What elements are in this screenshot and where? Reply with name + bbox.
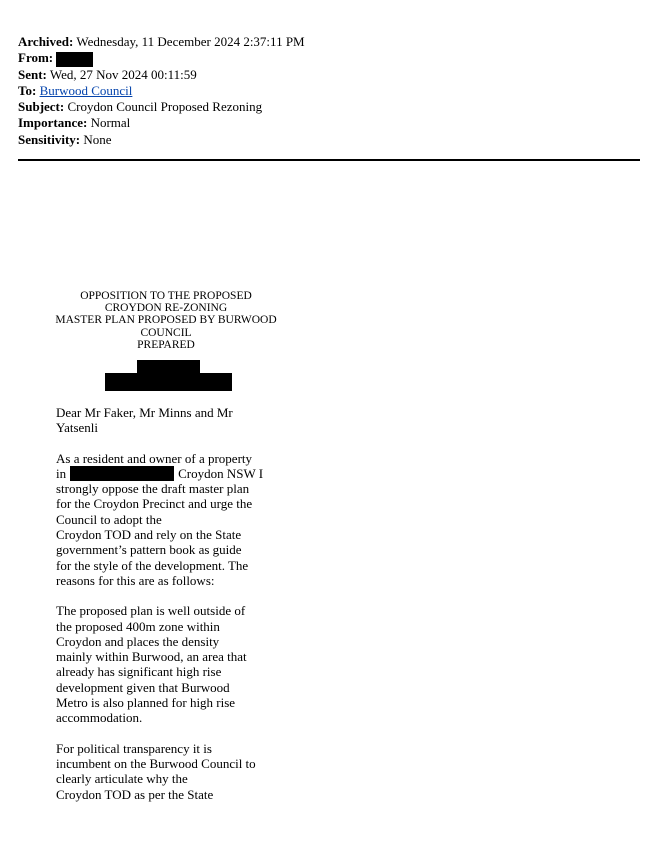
to-row [18,83,305,99]
paragraph-line [56,466,296,481]
subject-value: Croydon Council Proposed Rezoning [67,99,263,115]
paragraph-line: Metro is also planned for high rise [56,695,236,711]
paragraph-line: strongly oppose the draft master plan [56,481,250,497]
paragraph-line: clearly articulate why the [56,771,188,787]
salutation-line: Dear Mr Faker, Mr Minns and Mr [56,405,233,420]
sent-value: Wed, 27 Nov 2024 00:11:59 [49,66,197,82]
paragraph-line: incumbent on the Burwood Council to [56,755,256,771]
importance-row [18,115,305,131]
paragraph-line: Croydon TOD as per the State [56,786,214,802]
paragraph-line: for the style of the development. The [56,557,249,573]
paragraph-1 [56,451,296,589]
paragraph-line: Croydon and places the density [56,633,220,649]
archived-value: Wednesday, 11 December 2024 2:37:11 PM [76,34,305,49]
from-redaction [56,52,93,67]
importance-label: Importance: [18,115,88,131]
paragraph-line: reasons for this are as follows: [56,572,215,588]
in-text: in [56,465,67,481]
paragraph-line: development given that Burwood [56,679,230,695]
paragraph-line: As a resident and owner of a property [56,450,253,466]
sent-row [18,67,305,83]
paragraph-line: mainly within Burwood, an area that [56,649,247,665]
paragraph-line: Croydon TOD and rely on the State [56,527,242,543]
sensitivity-value: None [83,131,112,147]
salutation [56,405,296,436]
paragraph-line: Council to adopt the [56,511,162,527]
subject-label: Subject: [18,99,65,115]
letter-body [56,405,296,817]
title-line: OPPOSITION TO THE PROPOSED [80,290,252,302]
to-link[interactable]: Burwood Council [39,82,133,98]
paragraph-line: For political transparency it is [56,740,212,756]
paragraph-line: The proposed plan is well outside of [56,603,246,619]
subject-row [18,99,305,115]
sent-label: Sent: [18,66,47,82]
from-label: From: [18,50,54,66]
author-redaction [105,373,232,391]
header-divider [18,159,640,161]
salutation-line: Yatsenli [56,420,99,436]
from-row [18,50,305,67]
archived-row [18,34,305,50]
importance-value: Normal [90,115,131,131]
author-redaction [137,360,200,373]
paragraph-line: for the Croydon Precinct and urge the [56,496,253,512]
paragraph-line: the proposed 400m zone within [56,618,220,634]
sensitivity-row [18,132,305,148]
email-header [18,34,305,148]
title-line: COUNCIL [140,326,192,339]
paragraph-2 [56,603,296,725]
title-line: MASTER PLAN PROPOSED BY BURWOOD [55,314,277,327]
to-label: To: [18,82,37,98]
archived-label: Archived: [18,34,74,49]
sensitivity-label: Sensitivity: [18,131,81,147]
paragraph-line: accommodation. [56,710,143,726]
address-redaction [70,466,174,481]
paragraph-3 [56,741,296,802]
paragraph-line: government’s pattern book as guide [56,542,242,558]
document-title [52,290,280,351]
title-line: PREPARED [137,338,195,351]
suburb-text: Croydon NSW I [178,465,264,481]
paragraph-line: already has significant high rise [56,664,222,680]
title-line: CROYDON RE-ZONING [104,302,228,315]
